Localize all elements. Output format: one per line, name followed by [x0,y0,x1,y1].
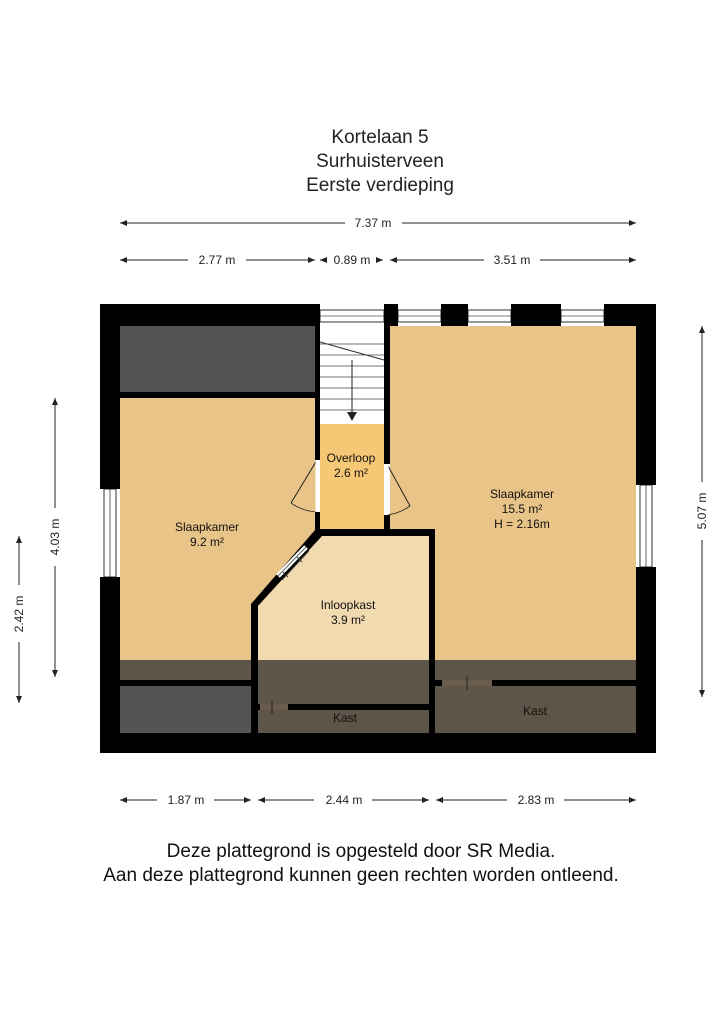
dim-top-3-label: 3.51 m [493,253,531,267]
dim-bottom-3-label: 2.83 m [517,793,555,807]
plan-footer [0,840,720,888]
dimension-total-width [120,216,636,230]
overloop-name: Overloop [326,451,376,465]
disclaimer-line-2: Aan deze plattegrond kunnen geen rechten worden ontleend. [103,865,619,886]
address-title: Kortelaan 5 [331,127,429,148]
dimension-left-outer [12,536,26,703]
disclaimer-line-1: Deze plattegrond is opgesteld door SR Media. [166,841,556,862]
inloopkast-area: 3.9 m² [330,613,366,627]
slaapkamer-left-name: Slaapkamer [174,520,240,534]
dimension-right [695,326,709,697]
slaapkamer-right-name: Slaapkamer [489,487,555,501]
dim-left-outer-label: 2.42 m [12,595,26,633]
storage-block-top [120,326,316,392]
dim-total-width-label: 7.37 m [354,216,392,230]
dim-bottom-1-label: 1.87 m [167,793,205,807]
dim-top-1-label: 2.77 m [198,253,236,267]
storage-block-bottom-left-top [120,685,251,733]
inloopkast-name: Inloopkast [320,598,376,612]
dimension-bottom-segments [120,793,636,807]
dim-bottom-2-label: 2.44 m [325,793,363,807]
dim-right-label: 5.07 m [695,492,709,530]
kast-right-name: Kast [522,704,548,718]
dimension-top-segments [120,253,636,267]
overloop-area: 2.6 m² [333,466,369,480]
city-title: Surhuisterveen [316,151,444,172]
kast-middle-name: Kast [332,711,358,725]
dimension-left-inner [48,398,62,677]
slaapkamer-right-area: 15.5 m² [501,502,543,516]
dim-left-inner-label: 4.03 m [48,518,62,556]
slaapkamer-right-height: H = 2.16m [494,517,550,531]
floor-title: Eerste verdieping [306,175,454,196]
dim-top-2-label: 0.89 m [333,253,371,267]
slaapkamer-left-area: 9.2 m² [189,535,225,549]
